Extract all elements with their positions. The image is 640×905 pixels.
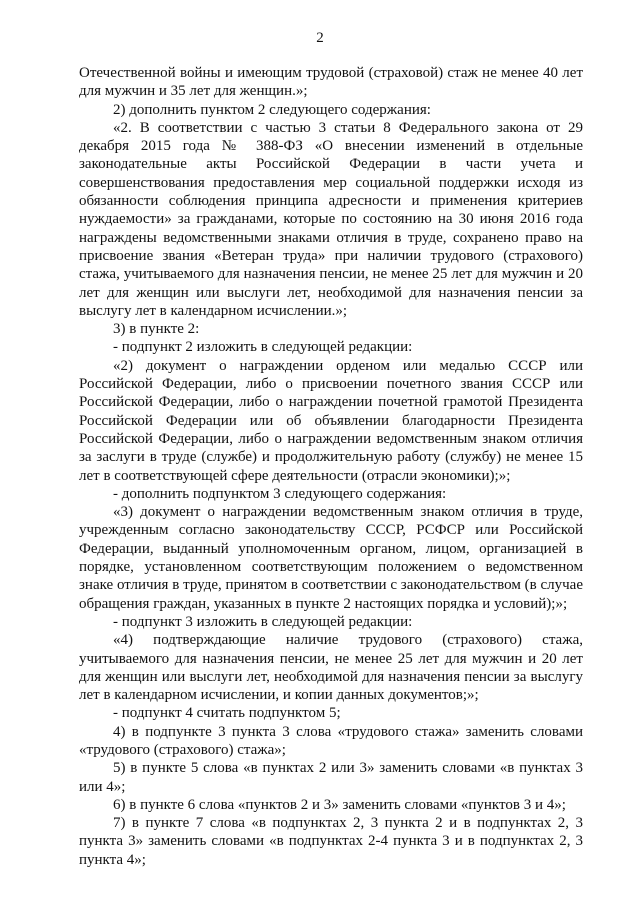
paragraph: «3) документ о награждении ведомственным знаком отличия в труде, учрежденным согласно законодательству СССР, РСФСР или Российской Федерации, выданный уполномоченным органом, лицом, организацией в порядке, установленном соответствующим положением о ведомственном знаке отличия в труде, принятом в соответствии с законодательством (в случае обращения граждан, указанных в пункте 2 настоящих порядка и условий);»; — [79, 504, 583, 612]
document-body — [79, 64, 583, 869]
paragraph: - подпункт 4 считать подпунктом 5; — [113, 705, 341, 722]
paragraph: «2. В соответствии с частью 3 статьи 8 Федерального закона от 29 декабря 2015 года № 388-ФЗ «О внесении изменений в отдельные законодательные акты Российской Федерации в части учета и совершенствования предоставления мер социальной поддержки исходя из обязанности соблюдения принципа адресности и применения критериев нуждаемости» за гражданами, которые по состоянию на 30 июня 2016 года награждены ведомственными знаками отличия в труде, сохранено право на присвоение звания «Ветеран труда» при наличии трудового (страхового) стажа, учитываемого для назначения пенсии, не менее 25 лет для мужчин и 20 лет для женщин или выслуги лет, необходимой для назначения пенсии за выслугу лет в календарном исчислении.»; — [79, 119, 583, 319]
paragraph: - подпункт 2 изложить в следующей редакции: — [113, 339, 413, 356]
page-number: 2 — [316, 30, 324, 46]
paragraph: 4) в подпункте 3 пункта 3 слова «трудового стажа» заменить словами «трудового (страхового) стажа»; — [79, 723, 583, 758]
paragraph: Отечественной войны и имеющим трудовой (страховой) стаж не менее 40 лет для мужчин и 35 лет для женщин.»; — [79, 65, 583, 100]
paragraph: 3) в пункте 2: — [113, 321, 200, 338]
paragraph: 2) дополнить пунктом 2 следующего содержания: — [113, 101, 431, 118]
paragraph: «2) документ о награждении орденом или медалью СССР или Российской Федерации, либо о присвоении почетного звания СССР или Российской Федерации, либо о награждении почетной грамотой Президента Российской Федерации или об объявлении благодарности Президента Российской Федерации, либо о награждении ведомственным знаком отличия за заслуги в труде (службе) и продолжительную работу (службу) не менее 15 лет в соответствующей сфере деятельности (отрасли экономики);»; — [79, 357, 583, 484]
paragraph: - дополнить подпунктом 3 следующего содержания: — [113, 485, 447, 502]
paragraph: 6) в пункте 6 слова «пунктов 2 и 3» заменить словами «пунктов 3 и 4»; — [113, 796, 566, 813]
paragraph: 5) в пункте 5 слова «в пунктах 2 или 3» заменить словами «в пунктах 3 или 4»; — [79, 760, 583, 795]
paragraph: «4) подтверждающие наличие трудового (страхового) стажа, учитываемого для назначения пенсии, не менее 25 лет для мужчин и 20 лет для женщин или выслуги лет, необходимой для назначения пенсии за выслугу лет в календарном исчислении, и копии данных документов;»; — [79, 632, 583, 704]
paragraph: 7) в пункте 7 слова «в подпунктах 2, 3 пункта 2 и в подпунктах 2, 3 пункта 3» заменить словами «в подпунктах 2-4 пункта 3 и в подпунктах 2, 3 пункта 4»; — [79, 815, 583, 868]
paragraph: - подпункт 3 изложить в следующей редакции: — [113, 613, 413, 630]
